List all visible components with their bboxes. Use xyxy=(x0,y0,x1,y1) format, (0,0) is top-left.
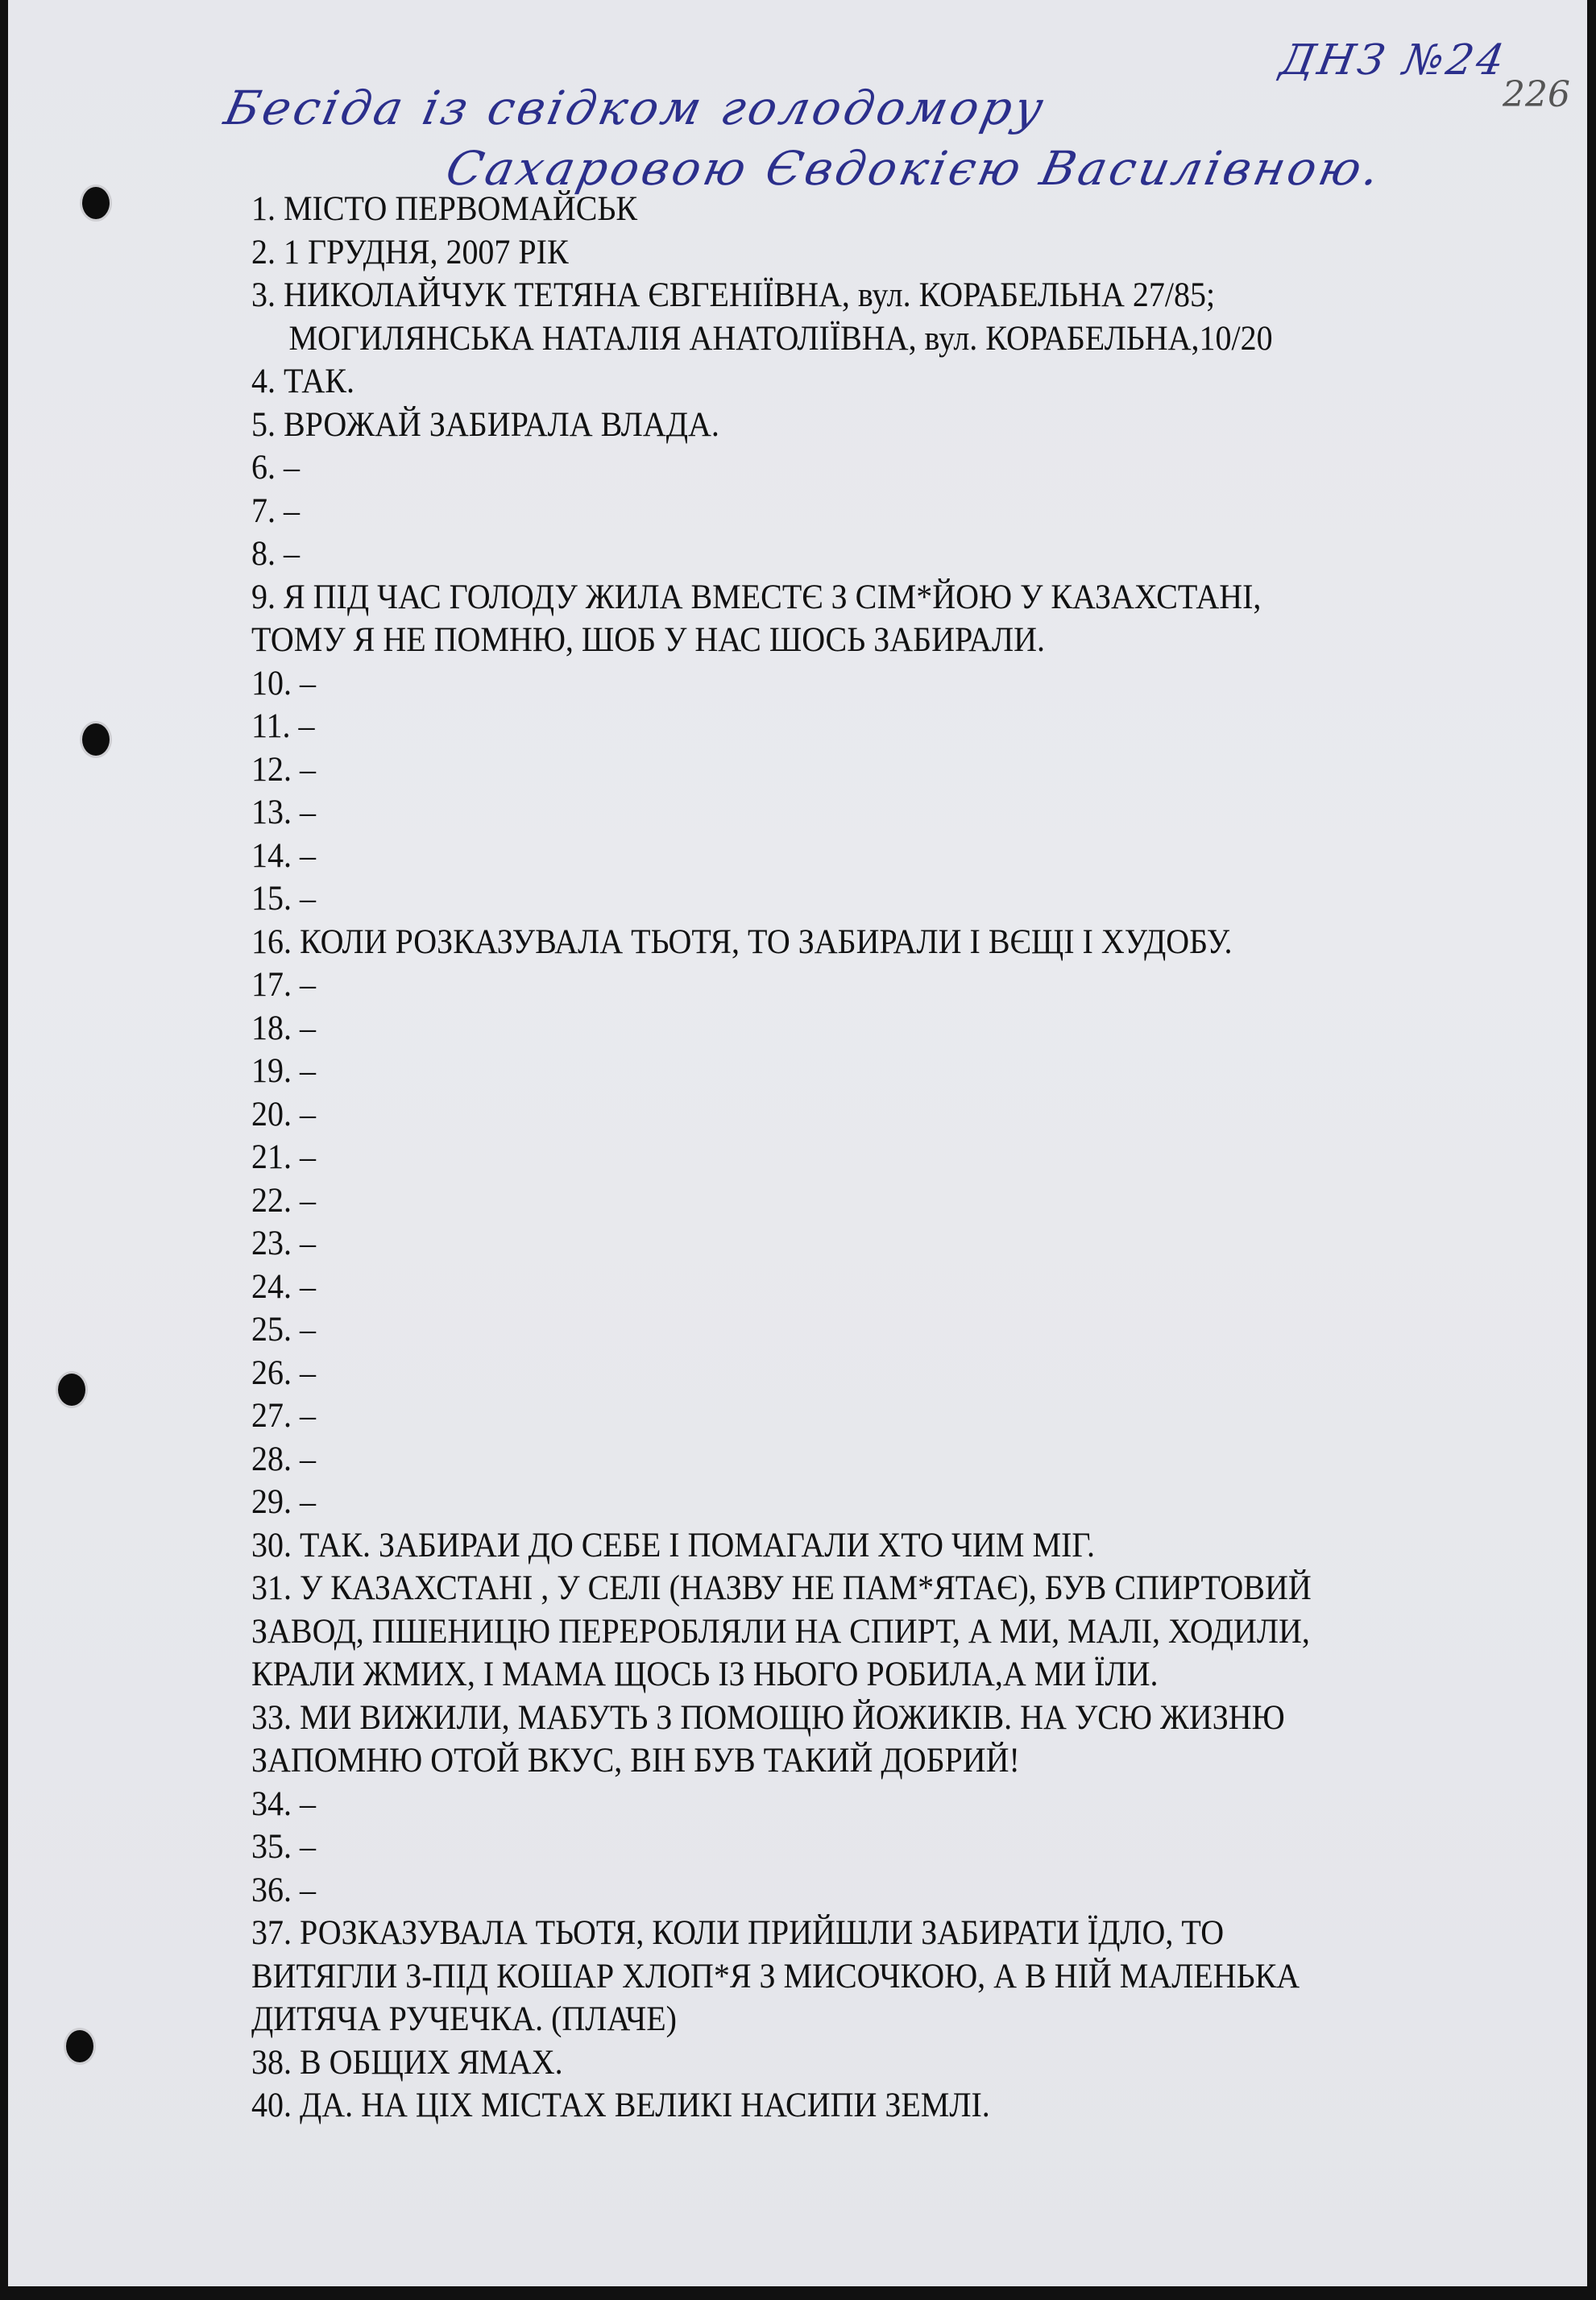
answer-line: МОГИЛЯНСЬКА НАТАЛІЯ АНАТОЛІЇВНА, вул. КОРАБЕЛЬНА,10/20 xyxy=(288,319,1273,358)
punch-hole xyxy=(58,1374,85,1406)
answer-line: 30. ТАК. ЗАБИРАИ ДО СЕБЕ І ПОМАГАЛИ ХТО ЧИМ МІГ. xyxy=(251,1526,1095,1564)
answer-line: 8. – xyxy=(251,535,300,573)
punch-hole xyxy=(82,187,110,219)
answer-line: 38. В ОБЩИХ ЯМАХ. xyxy=(251,2043,563,2082)
answer-line: 22. – xyxy=(251,1181,316,1220)
answer-line: 5. ВРОЖАЙ ЗАБИРАЛА ВЛАДА. xyxy=(251,405,719,444)
answer-line: 13. – xyxy=(251,794,316,831)
answer-line: ЗАПОМНЮ ОТОЙ ВКУС, ВІН БУВ ТАКИЙ ДОБРИЙ! xyxy=(251,1742,1020,1780)
answer-line: 25. – xyxy=(251,1311,316,1349)
answer-line: 11. – xyxy=(251,707,315,745)
answer-line: КРАЛИ ЖМИХ, І МАМА ЩОСЬ ІЗ НЬОГО РОБИЛА,А МИ ЇЛИ. xyxy=(251,1656,1159,1693)
handwritten-subtitle: Сахаровою Євдокією Василівною. xyxy=(441,141,1388,196)
answer-line: 21. – xyxy=(251,1138,316,1176)
answer-line: 35. – xyxy=(251,1828,316,1866)
questionnaire-answers xyxy=(251,188,1540,2128)
answer-line: ЗАВОД, ПШЕНИЦЮ ПЕРЕРОБЛЯЛИ НА СПИРТ, А МИ, МАЛІ, ХОДИЛИ, xyxy=(251,1612,1310,1651)
archive-code: ДНЗ №24 xyxy=(1276,36,1511,85)
answer-line: 18. – xyxy=(251,1009,316,1047)
answer-line: 9. Я ПІД ЧАС ГОЛОДУ ЖИЛА ВМЕСТЄ З СІМ*ЙОЮ У КАЗАХСТАНІ, xyxy=(251,578,1262,616)
answer-line: 20. – xyxy=(251,1095,316,1133)
answer-line: 6. – xyxy=(251,449,300,487)
punch-hole xyxy=(82,723,110,756)
answer-line: 26. – xyxy=(251,1353,316,1392)
answer-line: 34. – xyxy=(251,1784,316,1823)
answer-line: 15. – xyxy=(251,880,316,918)
answer-line: 2. 1 ГРУДНЯ, 2007 РІК xyxy=(251,233,569,271)
answer-line: 17. – xyxy=(251,966,316,1004)
answer-line: 7. – xyxy=(251,491,300,530)
page-number: 226 xyxy=(1503,74,1570,115)
answer-line: 36. – xyxy=(251,1871,316,1909)
answer-line: 1. МІСТО ПЕРВОМАЙСЬК xyxy=(251,190,638,228)
answer-line: 12. – xyxy=(251,750,316,789)
answer-line: 31. У КАЗАХСТАНІ , У СЕЛІ (НАЗВУ НЕ ПАМ*ЯТАЄ), БУВ СПИРТОВИЙ xyxy=(251,1569,1312,1607)
answer-line: 29. – xyxy=(251,1483,316,1521)
answer-line: 40. ДА. НА ЦІХ МІСТАХ ВЕЛИКІ НАСИПИ ЗЕМЛІ. xyxy=(251,2087,990,2124)
answer-line: 16. КОЛИ РОЗКАЗУВАЛА ТЬОТЯ, ТО ЗАБИРАЛИ І ВЄЩІ І ХУДОБУ. xyxy=(251,922,1233,961)
answer-line: 23. – xyxy=(251,1225,316,1262)
answer-line: 3. НИКОЛАЙЧУК ТЕТЯНА ЄВГЕНІЇВНА, вул. КОРАБЕЛЬНА 27/85; xyxy=(251,276,1216,314)
handwritten-title: Бесіда із свідком голодомору xyxy=(219,81,1051,135)
answer-line: 37. РОЗКАЗУВАЛА ТЬОТЯ, КОЛИ ПРИЙШЛИ ЗАБИРАТИ ЇДЛО, ТО xyxy=(251,1914,1225,1952)
answer-line: 19. – xyxy=(251,1052,316,1090)
answer-line: 28. – xyxy=(251,1440,316,1478)
answer-line: 4. ТАК. xyxy=(251,363,354,400)
answer-line: ВИТЯГЛИ З-ПІД КОШАР ХЛОП*Я З МИСОЧКОЮ, А В НІЙ МАЛЕНЬКА xyxy=(251,1957,1300,1995)
answer-line: ДИТЯЧА РУЧЕЧКА. (ПЛАЧЕ) xyxy=(251,2000,677,2038)
answer-line: 10. – xyxy=(251,664,316,702)
punch-hole xyxy=(66,2030,93,2062)
answer-line: 14. – xyxy=(251,836,316,875)
answer-line: 33. МИ ВИЖИЛИ, МАБУТЬ З ПОМОЩЮ ЙОЖИКІВ. НА УСЮ ЖИЗНЮ xyxy=(251,1698,1285,1737)
document-page xyxy=(8,0,1587,2286)
answer-line: 24. – xyxy=(251,1267,316,1306)
answer-line: 27. – xyxy=(251,1397,316,1435)
answer-line: ТОМУ Я НЕ ПОМНЮ, ШОБ У НАС ШОСЬ ЗАБИРАЛИ. xyxy=(251,621,1045,659)
